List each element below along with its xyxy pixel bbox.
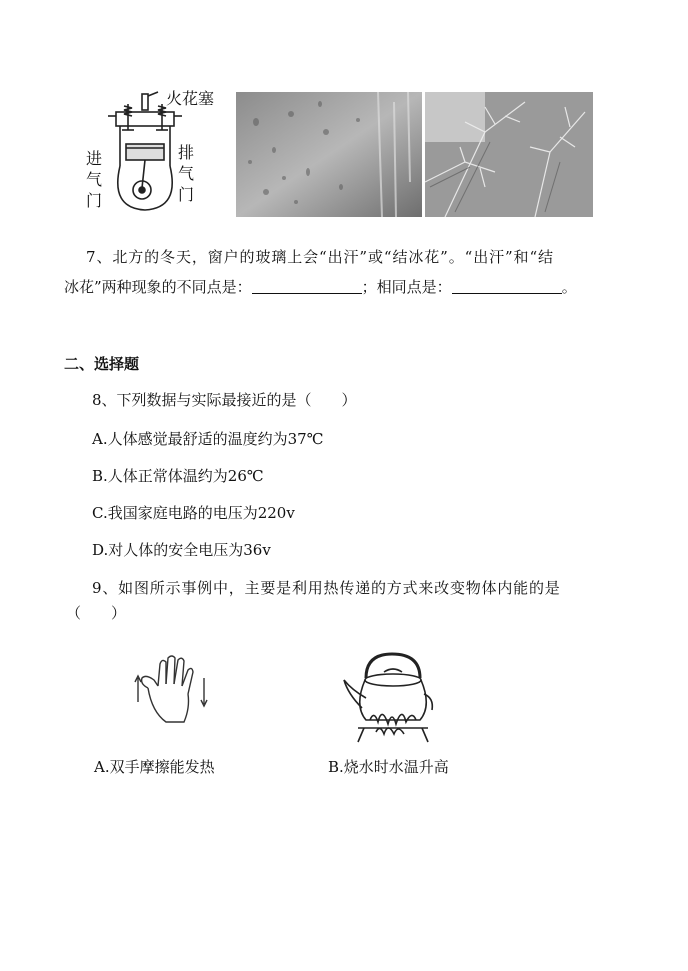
fogged-glass-photo: [236, 92, 422, 217]
q7-text-b: ；相同点是：: [361, 278, 452, 296]
water-droplets-icon: [236, 92, 422, 217]
frost-pattern-photo: [425, 92, 593, 217]
q7-line2: [64, 277, 577, 297]
rubbing-hands-icon: [126, 648, 216, 736]
kettle-on-fire-icon: [336, 650, 446, 746]
section-title: 二、选择题: [64, 355, 140, 373]
exhaust-valve-label: 排气门: [178, 143, 195, 204]
q9-stem-line2: （ ）: [66, 604, 127, 622]
q8-option-b[interactable]: B.人体正常体温约为26℃: [92, 467, 264, 485]
q9-option-b[interactable]: B.烧水时水温升高: [328, 758, 449, 776]
q9-stem-line1: 9、如图所示事例中，主要是利用热传递的方式来改变物体内能的是: [92, 579, 561, 597]
q8-option-d[interactable]: D.对人体的安全电压为36v: [92, 541, 271, 559]
q9-image-a[interactable]: [126, 648, 216, 736]
q9-image-b[interactable]: [336, 650, 446, 746]
q8-option-a[interactable]: A.人体感觉最舒适的温度约为37℃: [92, 430, 324, 448]
q7-difference-blank[interactable]: [252, 279, 362, 294]
q8-stem: 8、下列数据与实际最接近的是（ ）: [92, 391, 357, 409]
q7-text-c: 。: [561, 278, 577, 296]
q7-line1: 7、北方的冬天，窗户的玻璃上会“出汗”或“结冰花”。“出汗”和“结: [86, 248, 554, 266]
q8-option-c[interactable]: C.我国家庭电路的电压为220v: [92, 504, 295, 522]
intake-valve-label: 进气门: [86, 149, 103, 210]
ice-flower-icon: [425, 92, 593, 217]
q7-text-a: 冰花”两种现象的不同点是：: [64, 278, 252, 296]
spark-plug-label: 火花塞: [166, 89, 215, 108]
q9-option-a[interactable]: A.双手摩擦能发热: [94, 758, 215, 776]
q7-similarity-blank[interactable]: [452, 279, 562, 294]
